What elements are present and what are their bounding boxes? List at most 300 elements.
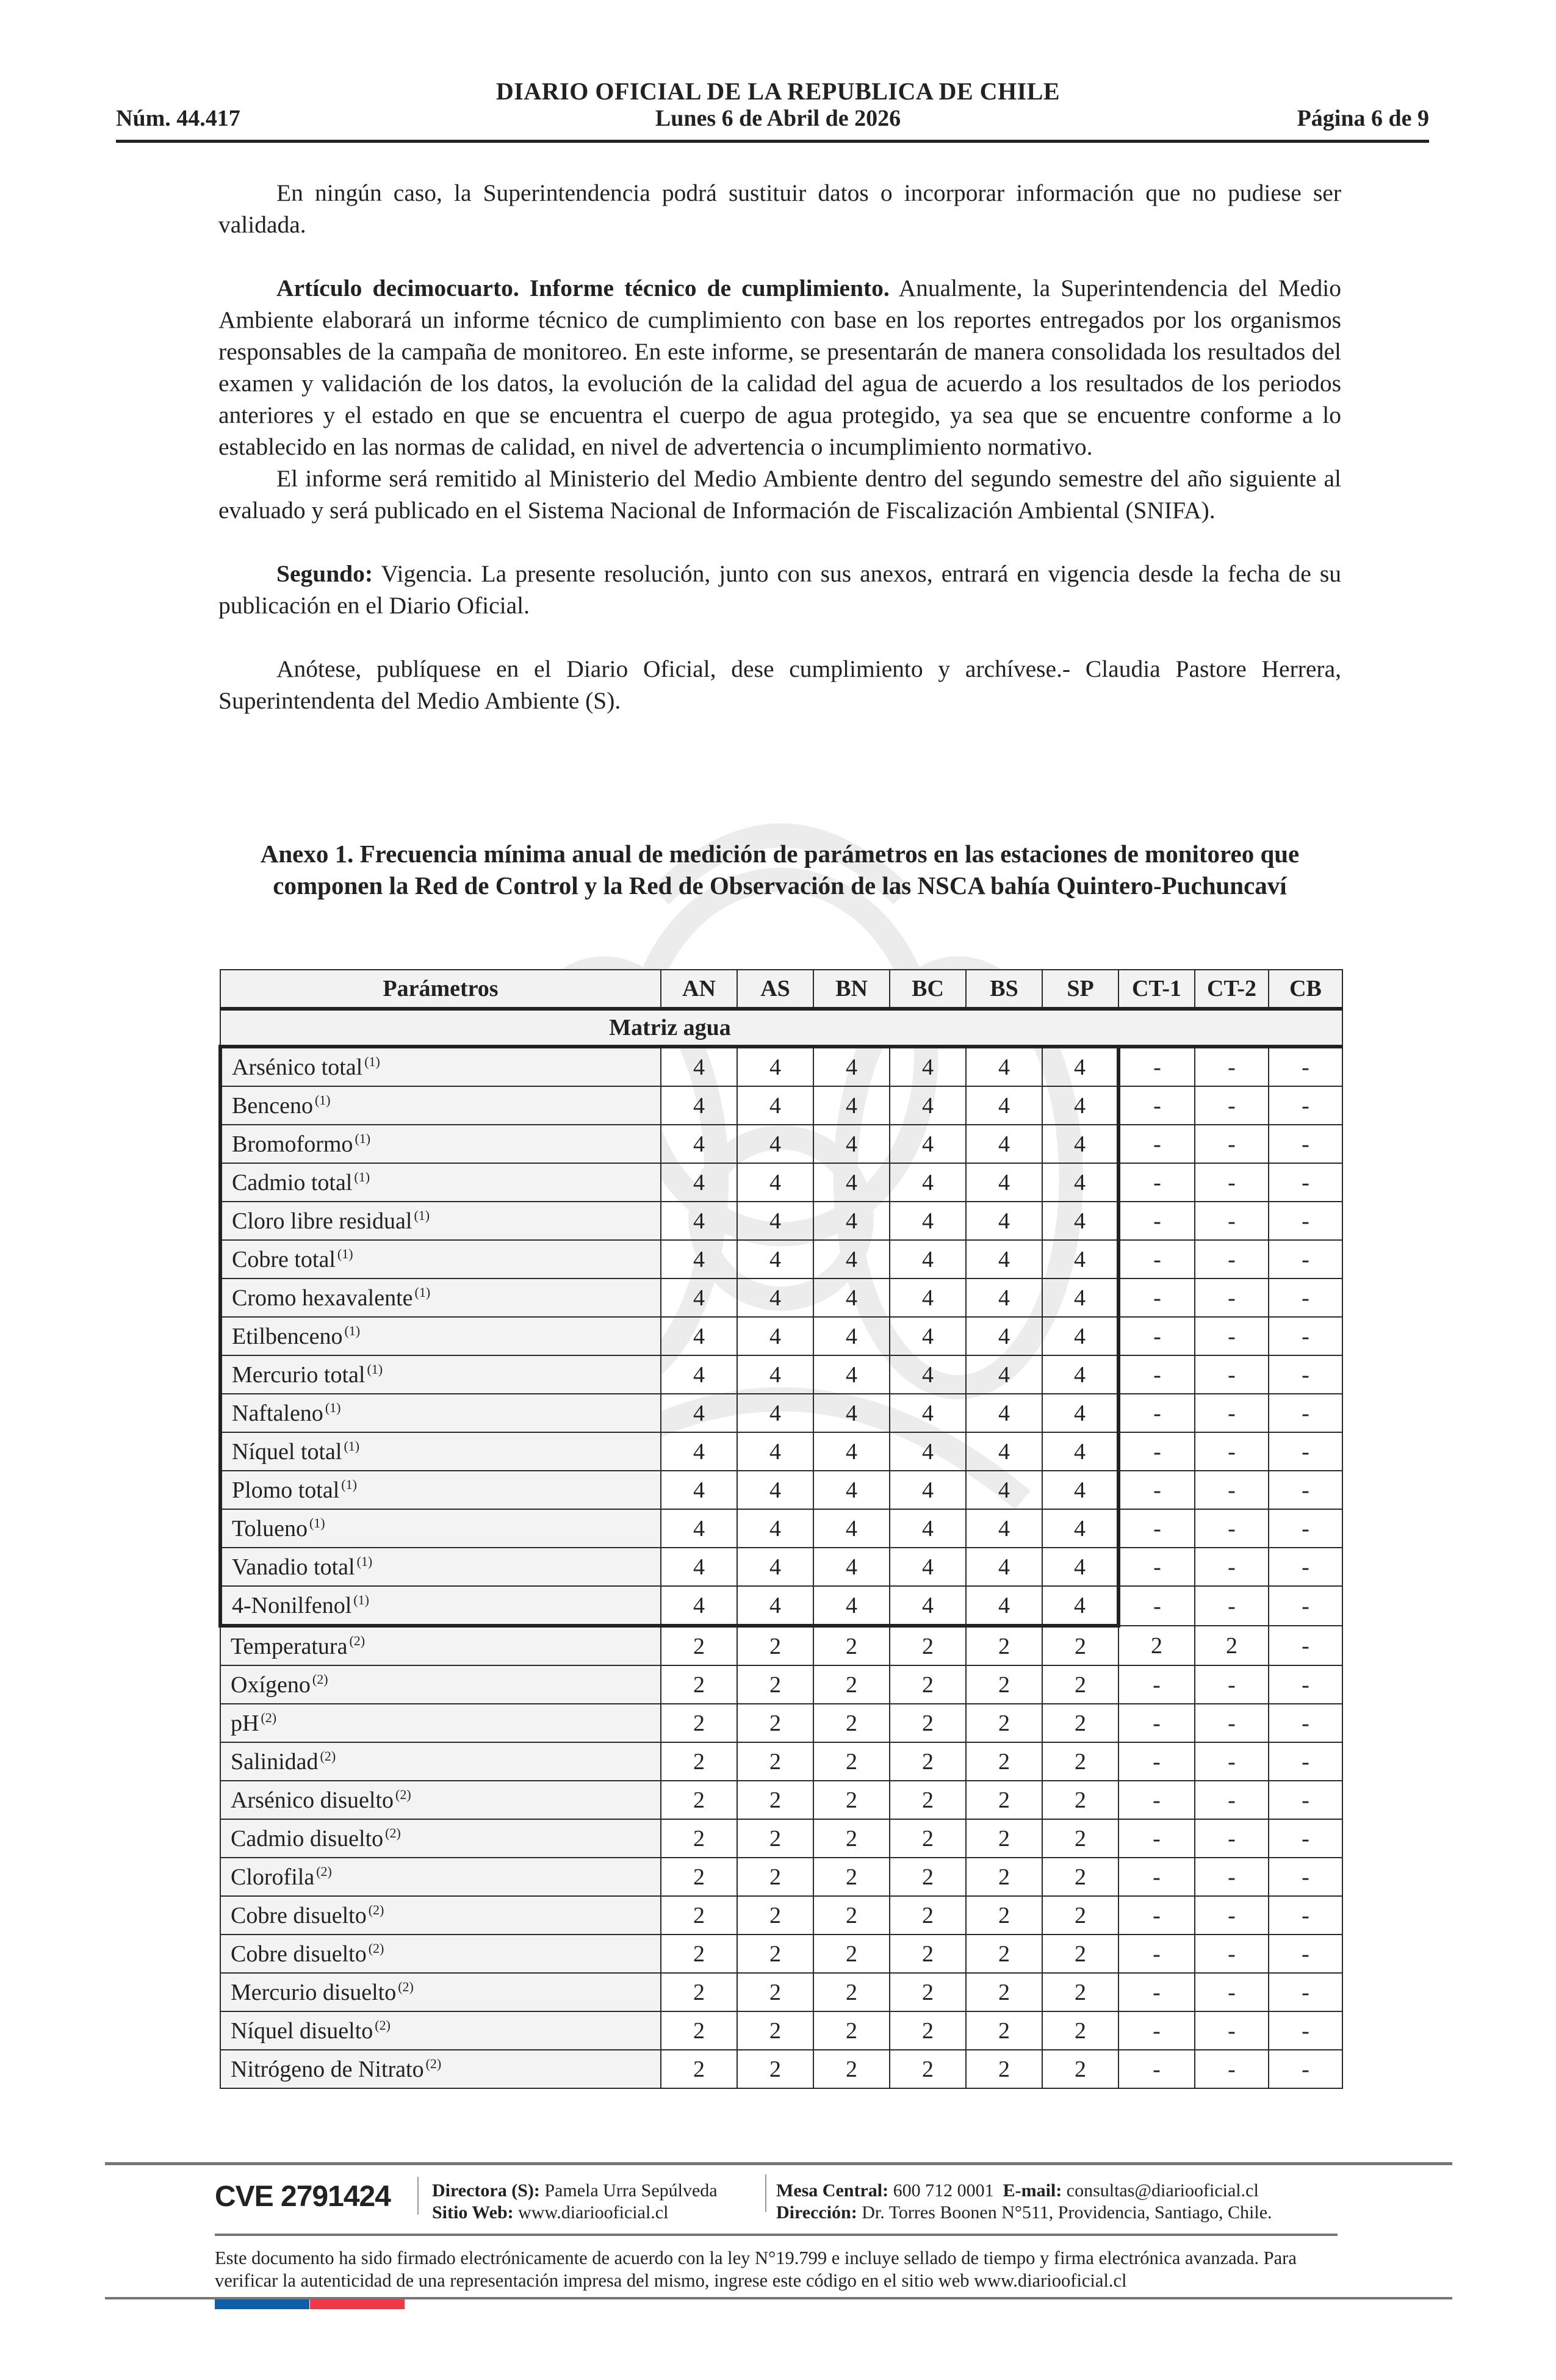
- frequency-cell: 4: [890, 1047, 966, 1086]
- frequency-cell: 2: [966, 2050, 1042, 2088]
- frequency-cell: 2: [737, 2011, 813, 2050]
- footnote-marker: (2): [368, 1902, 384, 1917]
- publication-title: DIARIO OFICIAL DE LA REPUBLICA DE CHILE: [495, 78, 1061, 105]
- parameter-name: 4-Nonilfenol: [232, 1592, 352, 1618]
- footnote-marker: (1): [337, 1246, 353, 1261]
- frequency-cell: 4: [1042, 1394, 1118, 1432]
- footnote-marker: (2): [385, 1825, 401, 1841]
- segundo-heading: Segundo:: [276, 560, 373, 587]
- frequency-cell: -: [1195, 1047, 1269, 1086]
- frequency-cell: 2: [813, 1935, 890, 1973]
- frequency-cell: 4: [1042, 1586, 1118, 1626]
- frequency-cell: 4: [813, 1125, 890, 1163]
- frequency-cell: 4: [1042, 1432, 1118, 1471]
- parameter-name: Mercurio total: [232, 1361, 366, 1388]
- footnote-marker: (2): [312, 1671, 328, 1687]
- table-row: [220, 1858, 1342, 1896]
- frequency-cell: 2: [890, 2011, 966, 2050]
- parameter-cell: [220, 1935, 661, 1973]
- frequency-cell: 2: [1195, 1626, 1269, 1665]
- frequency-cell: 4: [1042, 1471, 1118, 1509]
- footer-divider-mid: [215, 2234, 1338, 2236]
- frequency-cell: -: [1269, 1819, 1342, 1858]
- footnote-marker: (2): [425, 2055, 442, 2071]
- table-row: [220, 1240, 1342, 1278]
- frequency-cell: 4: [890, 1432, 966, 1471]
- frequency-cell: 2: [1042, 1781, 1118, 1819]
- issue-number: Núm. 44.417: [116, 106, 240, 131]
- frequency-cell: -: [1118, 1125, 1195, 1163]
- frequency-cell: 2: [966, 1742, 1042, 1781]
- email-label: E-mail:: [1003, 2180, 1062, 2201]
- frequency-cell: 2: [1042, 2011, 1118, 2050]
- footnote-marker: (2): [368, 1940, 384, 1956]
- frequency-cell: 2: [966, 1819, 1042, 1858]
- flag-stripe-red: [310, 2299, 405, 2309]
- frequency-cell: 4: [661, 1086, 737, 1125]
- frequency-cell: 4: [966, 1394, 1042, 1432]
- director-label: Directora (S):: [432, 2180, 540, 2201]
- frequency-cell: -: [1195, 1548, 1269, 1586]
- column-header-station: AS: [737, 970, 813, 1009]
- frequency-cell: 2: [813, 1858, 890, 1896]
- frequency-cell: -: [1118, 1163, 1195, 1202]
- frequency-cell: 4: [1042, 1125, 1118, 1163]
- document-body: [218, 177, 1341, 716]
- frequency-cell: -: [1269, 1665, 1342, 1704]
- parameter-name: Tolueno: [232, 1515, 308, 1542]
- frequency-cell: 4: [737, 1163, 813, 1202]
- frequency-cell: 2: [1042, 2050, 1118, 2088]
- table-row: [220, 1973, 1342, 2011]
- table-row: [220, 1626, 1342, 1665]
- parameter-cell: [220, 1973, 661, 2011]
- frequency-cell: -: [1118, 1742, 1195, 1781]
- frequency-cell: 2: [813, 1742, 890, 1781]
- monitoring-frequency-table: [218, 969, 1343, 2089]
- frequency-cell: -: [1118, 1240, 1195, 1278]
- frequency-cell: 4: [737, 1432, 813, 1471]
- frequency-cell: -: [1118, 2050, 1195, 2088]
- frequency-cell: 4: [966, 1471, 1042, 1509]
- footnote-marker: (1): [354, 1169, 370, 1185]
- paragraph-report-submission: El informe será remitido al Ministerio del Medio Ambiente dentro del segundo semestre del año siguiente al evaluado y será publicado en el Sistema Nacional de Información de Fiscalización Ambiental (SNIFA).: [218, 465, 1341, 524]
- frequency-cell: 2: [737, 1896, 813, 1935]
- footnote-marker: (1): [344, 1322, 361, 1338]
- frequency-cell: 4: [661, 1240, 737, 1278]
- frequency-cell: 2: [661, 1665, 737, 1704]
- parameter-name: Níquel disuelto: [231, 2018, 373, 2044]
- frequency-cell: 2: [813, 1819, 890, 1858]
- frequency-cell: 2: [813, 1973, 890, 2011]
- footnote-marker: (2): [375, 2017, 391, 2033]
- frequency-cell: -: [1195, 1742, 1269, 1781]
- frequency-cell: 4: [737, 1047, 813, 1086]
- column-header-station: SP: [1042, 970, 1118, 1009]
- frequency-cell: 4: [966, 1432, 1042, 1471]
- frequency-cell: -: [1269, 1973, 1342, 2011]
- flag-stripe-blue: [215, 2299, 309, 2309]
- frequency-cell: -: [1195, 1781, 1269, 1819]
- table-row: [220, 1781, 1342, 1819]
- parameter-cell: [220, 1086, 661, 1125]
- table-row: [220, 1355, 1342, 1394]
- frequency-cell: 2: [737, 1626, 813, 1665]
- frequency-cell: 4: [661, 1163, 737, 1202]
- frequency-cell: 4: [813, 1163, 890, 1202]
- segundo-text: Vigencia. La presente resolución, junto con sus anexos, entrará en vigencia desde la fecha de su publicación en el Diario Oficial.: [218, 560, 1341, 619]
- frequency-cell: 4: [890, 1548, 966, 1586]
- director-name: Pamela Urra Sepúlveda: [539, 2180, 718, 2201]
- frequency-cell: 2: [813, 1665, 890, 1704]
- frequency-cell: -: [1195, 1973, 1269, 2011]
- phone-number: 600 712 0001: [888, 2180, 994, 2201]
- table-row: [220, 1471, 1342, 1509]
- frequency-cell: -: [1118, 1278, 1195, 1317]
- website-link[interactable]: www.diariooficial.cl: [513, 2202, 669, 2223]
- frequency-cell: 4: [813, 1432, 890, 1471]
- frequency-cell: 4: [890, 1125, 966, 1163]
- frequency-cell: 2: [737, 1858, 813, 1896]
- frequency-cell: 4: [1042, 1548, 1118, 1586]
- frequency-cell: 4: [1042, 1086, 1118, 1125]
- column-header-parameters: Parámetros: [220, 970, 661, 1009]
- frequency-cell: -: [1269, 1394, 1342, 1432]
- parameter-cell: [220, 1317, 661, 1355]
- frequency-cell: -: [1269, 1432, 1342, 1471]
- frequency-cell: 4: [890, 1240, 966, 1278]
- frequency-cell: 4: [966, 1548, 1042, 1586]
- frequency-cell: 2: [966, 1781, 1042, 1819]
- parameter-name: Temperatura: [231, 1633, 348, 1659]
- section-row-matriz-agua: [220, 1009, 1342, 1047]
- frequency-cell: -: [1195, 1086, 1269, 1125]
- frequency-cell: 2: [890, 1626, 966, 1665]
- frequency-cell: -: [1195, 1355, 1269, 1394]
- frequency-cell: -: [1118, 1509, 1195, 1548]
- section-label: Matriz agua: [609, 1015, 731, 1040]
- frequency-cell: -: [1269, 1163, 1342, 1202]
- footnote-marker: (1): [355, 1130, 371, 1146]
- column-header-station: CT-1: [1118, 970, 1195, 1009]
- parameter-cell: [220, 1047, 661, 1086]
- footnote-marker: (2): [349, 1632, 366, 1648]
- frequency-cell: -: [1118, 1896, 1195, 1935]
- frequency-cell: 4: [813, 1509, 890, 1548]
- frequency-cell: 4: [661, 1548, 737, 1586]
- address-label: Dirección:: [776, 2202, 857, 2223]
- frequency-cell: 4: [737, 1509, 813, 1548]
- parameter-name: Cobre disuelto: [231, 1941, 367, 1967]
- publication-date: Lunes 6 de Abril de 2026: [655, 106, 901, 131]
- paragraph-validation: En ningún caso, la Superintendencia podrá sustituir datos o incorporar información que no pudiese ser validada.: [218, 179, 1341, 238]
- frequency-cell: 2: [1042, 1935, 1118, 1973]
- header-divider: [116, 140, 1429, 143]
- frequency-cell: -: [1195, 1125, 1269, 1163]
- frequency-cell: 4: [737, 1240, 813, 1278]
- frequency-cell: 2: [890, 1704, 966, 1742]
- footnote-marker: (2): [261, 1709, 277, 1725]
- column-header-station: BS: [966, 970, 1042, 1009]
- frequency-cell: 4: [1042, 1355, 1118, 1394]
- table-row: [220, 1125, 1342, 1163]
- column-header-station: CB: [1269, 970, 1342, 1009]
- phone-label: Mesa Central:: [776, 2180, 889, 2201]
- frequency-cell: 4: [1042, 1509, 1118, 1548]
- frequency-cell: 4: [661, 1047, 737, 1086]
- frequency-cell: 4: [1042, 1047, 1118, 1086]
- frequency-cell: 2: [890, 1896, 966, 1935]
- frequency-cell: 4: [966, 1125, 1042, 1163]
- frequency-cell: -: [1118, 1819, 1195, 1858]
- paragraph-article-14: [218, 272, 1341, 463]
- parameter-cell: [220, 1240, 661, 1278]
- frequency-cell: 4: [737, 1278, 813, 1317]
- frequency-cell: 4: [737, 1317, 813, 1355]
- frequency-cell: -: [1269, 1935, 1342, 1973]
- parameter-name: Bromoformo: [232, 1131, 353, 1157]
- parameter-cell: [220, 1626, 661, 1665]
- frequency-cell: -: [1269, 1781, 1342, 1819]
- frequency-cell: 4: [966, 1509, 1042, 1548]
- frequency-cell: 2: [890, 2050, 966, 2088]
- frequency-cell: -: [1195, 1935, 1269, 1973]
- frequency-cell: 4: [813, 1086, 890, 1125]
- footnote-marker: (1): [309, 1515, 325, 1531]
- frequency-cell: -: [1269, 2050, 1342, 2088]
- parameter-name: Mercurio disuelto: [231, 1979, 397, 2005]
- table-row: [220, 1704, 1342, 1742]
- frequency-cell: 4: [737, 1125, 813, 1163]
- table-row: [220, 1819, 1342, 1858]
- frequency-cell: -: [1269, 1626, 1342, 1665]
- frequency-cell: 2: [661, 1973, 737, 2011]
- parameter-cell: [220, 1471, 661, 1509]
- frequency-cell: -: [1195, 2011, 1269, 2050]
- parameter-name: Cobre total: [232, 1246, 336, 1272]
- frequency-cell: -: [1269, 1202, 1342, 1240]
- footnote-marker: (1): [325, 1399, 341, 1415]
- frequency-cell: 4: [661, 1586, 737, 1626]
- frequency-cell: -: [1269, 2011, 1342, 2050]
- footnote-marker: (2): [316, 1863, 332, 1879]
- parameter-cell: [220, 1819, 661, 1858]
- frequency-cell: -: [1269, 1125, 1342, 1163]
- frequency-cell: 4: [1042, 1278, 1118, 1317]
- parameter-cell: [220, 2050, 661, 2088]
- parameter-name: Etilbenceno: [232, 1323, 343, 1349]
- frequency-cell: 2: [661, 1819, 737, 1858]
- frequency-cell: 2: [813, 1896, 890, 1935]
- frequency-cell: -: [1195, 1586, 1269, 1626]
- frequency-cell: 2: [1042, 1704, 1118, 1742]
- cve-code: CVE 2791424: [215, 2180, 391, 2213]
- frequency-cell: 4: [966, 1047, 1042, 1086]
- frequency-cell: 2: [890, 1973, 966, 2011]
- frequency-cell: -: [1118, 1432, 1195, 1471]
- frequency-cell: 4: [661, 1432, 737, 1471]
- footer-separator: [765, 2174, 766, 2212]
- frequency-cell: 4: [661, 1471, 737, 1509]
- frequency-cell: -: [1195, 2050, 1269, 2088]
- frequency-cell: 4: [813, 1202, 890, 1240]
- frequency-cell: -: [1118, 1202, 1195, 1240]
- page-indicator: Página 6 de 9: [1297, 106, 1429, 131]
- frequency-cell: 4: [890, 1355, 966, 1394]
- parameter-name: pH: [231, 1710, 259, 1736]
- footnote-marker: (1): [314, 1092, 331, 1108]
- frequency-cell: 2: [737, 1742, 813, 1781]
- frequency-cell: 4: [661, 1278, 737, 1317]
- email-link[interactable]: consultas@diariooficial.cl: [1062, 2180, 1259, 2201]
- parameter-cell: [220, 1394, 661, 1432]
- column-header-station: BN: [813, 970, 890, 1009]
- parameter-cell: [220, 1742, 661, 1781]
- frequency-cell: 4: [813, 1394, 890, 1432]
- column-header-station: CT-2: [1195, 970, 1269, 1009]
- table-row: [220, 2050, 1342, 2088]
- frequency-cell: 4: [966, 1355, 1042, 1394]
- frequency-cell: -: [1269, 1858, 1342, 1896]
- frequency-cell: 4: [737, 1086, 813, 1125]
- parameter-name: Clorofila: [231, 1864, 315, 1890]
- electronic-signature-notice: Este documento ha sido firmado electrónicamente de acuerdo con la ley N°19.799 e incluye sellado de tiempo y firma electrónica avanzada. Para verificar la autenticidad de una representación impresa del mismo, ingrese este código en el sitio web www.diariooficial.cl: [215, 2248, 1297, 2291]
- parameter-name: Cromo hexavalente: [232, 1285, 413, 1311]
- frequency-cell: -: [1269, 1548, 1342, 1586]
- frequency-cell: 4: [890, 1509, 966, 1548]
- frequency-cell: 2: [890, 1858, 966, 1896]
- frequency-cell: -: [1118, 1586, 1195, 1626]
- frequency-cell: 2: [661, 1742, 737, 1781]
- frequency-cell: -: [1118, 1935, 1195, 1973]
- parameter-name: Arsénico total: [232, 1054, 363, 1080]
- frequency-cell: 2: [966, 1973, 1042, 2011]
- frequency-cell: 4: [890, 1586, 966, 1626]
- frequency-cell: -: [1195, 1704, 1269, 1742]
- frequency-cell: 2: [813, 2011, 890, 2050]
- frequency-cell: -: [1195, 1163, 1269, 1202]
- parameter-name: Benceno: [232, 1092, 313, 1119]
- frequency-cell: 4: [1042, 1202, 1118, 1240]
- address-text: Dr. Torres Boonen N°511, Providencia, Santiago, Chile.: [857, 2202, 1272, 2223]
- footnote-marker: (1): [356, 1553, 373, 1569]
- table-row: [220, 2011, 1342, 2050]
- frequency-cell: 4: [813, 1586, 890, 1626]
- frequency-cell: -: [1118, 1047, 1195, 1086]
- parameter-cell: [220, 1163, 661, 1202]
- frequency-cell: 2: [737, 1781, 813, 1819]
- parameter-cell: [220, 1432, 661, 1471]
- frequency-cell: -: [1118, 1781, 1195, 1819]
- frequency-cell: -: [1195, 1240, 1269, 1278]
- frequency-cell: 4: [737, 1394, 813, 1432]
- frequency-cell: -: [1269, 1355, 1342, 1394]
- frequency-cell: 2: [661, 2050, 737, 2088]
- footer-director-block: [432, 2180, 718, 2224]
- column-header-station: BC: [890, 970, 966, 1009]
- parameter-name: Níquel total: [232, 1438, 342, 1465]
- frequency-cell: -: [1118, 2011, 1195, 2050]
- frequency-cell: -: [1269, 1047, 1342, 1086]
- frequency-cell: -: [1118, 1665, 1195, 1704]
- parameter-cell: [220, 2011, 661, 2050]
- frequency-cell: 2: [661, 1935, 737, 1973]
- frequency-cell: 2: [737, 1704, 813, 1742]
- frequency-cell: 2: [966, 1704, 1042, 1742]
- footnote-marker: (1): [414, 1207, 430, 1223]
- frequency-cell: 4: [966, 1086, 1042, 1125]
- frequency-cell: 2: [737, 1973, 813, 2011]
- footnote-marker: (2): [395, 1786, 411, 1802]
- table-row: [220, 1317, 1342, 1355]
- frequency-cell: -: [1269, 1240, 1342, 1278]
- frequency-cell: -: [1195, 1896, 1269, 1935]
- paragraph-segundo: [218, 558, 1341, 621]
- table-row: [220, 1509, 1342, 1548]
- frequency-cell: -: [1118, 1394, 1195, 1432]
- frequency-cell: -: [1269, 1742, 1342, 1781]
- frequency-cell: 4: [813, 1355, 890, 1394]
- frequency-cell: -: [1195, 1432, 1269, 1471]
- frequency-cell: -: [1195, 1317, 1269, 1355]
- frequency-cell: 2: [966, 2011, 1042, 2050]
- parameter-name: Oxígeno: [231, 1671, 311, 1698]
- footnote-marker: (1): [414, 1284, 431, 1300]
- parameter-name: Cadmio disuelto: [231, 1825, 384, 1852]
- frequency-cell: 2: [813, 2050, 890, 2088]
- parameter-cell: [220, 1202, 661, 1240]
- frequency-cell: 2: [813, 1626, 890, 1665]
- frequency-cell: 4: [1042, 1240, 1118, 1278]
- frequency-cell: 2: [1042, 1626, 1118, 1665]
- frequency-cell: 2: [890, 1742, 966, 1781]
- parameter-name: Plomo total: [232, 1477, 340, 1503]
- frequency-cell: -: [1195, 1858, 1269, 1896]
- parameter-cell: [220, 1665, 661, 1704]
- parameter-name: Cadmio total: [232, 1169, 353, 1195]
- footer-divider-top: [105, 2162, 1452, 2165]
- frequency-cell: 2: [1042, 1858, 1118, 1896]
- frequency-cell: -: [1195, 1471, 1269, 1509]
- parameter-cell: [220, 1125, 661, 1163]
- frequency-cell: 4: [1042, 1317, 1118, 1355]
- parameter-cell: [220, 1355, 661, 1394]
- frequency-cell: 2: [813, 1704, 890, 1742]
- parameter-cell: [220, 1858, 661, 1896]
- frequency-cell: 4: [813, 1471, 890, 1509]
- table-header-row: [220, 970, 1342, 1009]
- parameter-cell: [220, 1704, 661, 1742]
- frequency-cell: -: [1118, 1858, 1195, 1896]
- frequency-cell: -: [1118, 1548, 1195, 1586]
- frequency-cell: -: [1195, 1202, 1269, 1240]
- frequency-cell: 2: [890, 1665, 966, 1704]
- parameter-cell: [220, 1781, 661, 1819]
- parameter-name: Arsénico disuelto: [231, 1787, 394, 1813]
- frequency-cell: 2: [966, 1935, 1042, 1973]
- frequency-cell: 4: [890, 1086, 966, 1125]
- footer-contact-block: [776, 2180, 1272, 2224]
- frequency-cell: 2: [1042, 1896, 1118, 1935]
- table-row: [220, 1896, 1342, 1935]
- frequency-cell: 4: [966, 1317, 1042, 1355]
- frequency-cell: 2: [1118, 1626, 1195, 1665]
- parameter-name: Salinidad: [231, 1748, 319, 1775]
- parameter-cell: [220, 1278, 661, 1317]
- table-row: [220, 1935, 1342, 1973]
- frequency-cell: 4: [661, 1355, 737, 1394]
- footnote-marker: (2): [398, 1978, 414, 1994]
